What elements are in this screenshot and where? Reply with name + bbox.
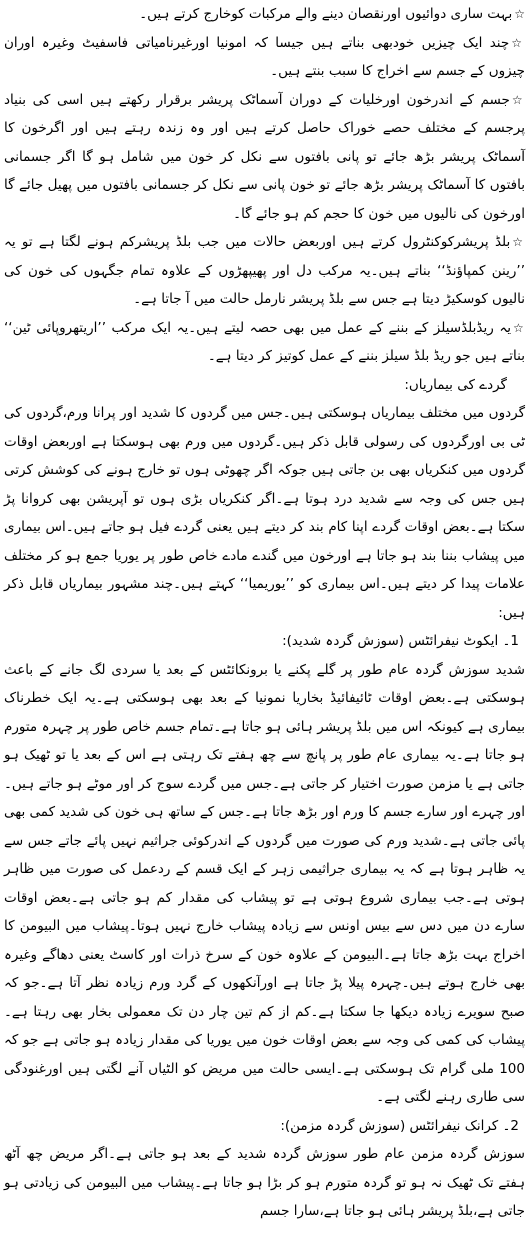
star-icon: ☆ — [511, 92, 525, 107]
subsection-1-body: شدید سوزش گردہ عام طور پر گلے پکنے یا برونکائٹس کے بعد یا سردی لگ جانے کے باعث ہوسکتی ہے۔بعض اوقات ٹائیفائیڈ بخاریا نمونیا کے بعد بھی ہوسکتی ہے۔یہ ایک خطرناک بیماری ہے کیونکہ اس میں بلڈ پریشر ہائی ہو جاتا ہے۔تمام جسم خاص طور پر چہرہ متورم ہو جاتا ہے۔یہ بیماری عام طور پر پانچ سے چھ ہفتے تک رہتی ہے اس کے بعد یا تو ٹھیک ہو جاتی ہے یا مزمن صورت اختیار کر جاتی ہے۔جس میں گردے سوج کر اور موٹے ہو جاتے ہیں۔اور چہرے اور سارے جسم کا ورم اور بڑھ جاتا ہے۔جس کے ساتھ ہی خون کی شدید کمی بھی پائی جاتی ہے۔شدید ورم کی صورت میں گردوں کے اندرکوئی جراثیم نہیں پائے جاتے جس سے یہ ظاہر ہوتا ہے کہ یہ بیماری جراثیمی زہر کے ایک قسم کے ردعمل کی صورت میں ظاہر ہوتی ہے۔جب بیماری شروع ہوتی ہے تو پیشاب کی مقدار کم ہو جاتی ہے۔بعض اوقات سارے دن میں دس سے بیس اونس سے زیادہ پیشاب خارج نہیں ہوتا۔پیشاب میں البیومن کا اخراج بہت بڑھ جاتا ہے۔البیومن کے علاوہ خون کے سرخ ذرات اور کاسٹ یعنی دھاگے وغیرہ بھی خارج ہوتے ہیں۔چہرہ پیلا پڑ جاتا ہے اورآنکھوں کے گرد ورم زیادہ نظر آتا ہے۔جو کہ صبح سویرے زیادہ دیکھا جا سکتا ہے۔کم از کم تین چار دن تک معمولی بخار بھی رہتا ہے۔پیشاب کی کمی کی وجہ سے بعض اوقات خون میں یوریا کی مقدار زیادہ ہو جاتی ہے جو کہ 100 ملی گرام تک ہوسکتی ہے۔ایسی حالت میں مریض کو الٹیاں آنے لگتی ہیں اورغنودگی سی طاری رہنے لگتی ہے۔ — [4, 661, 525, 1105]
star-icon: ☆ — [512, 320, 525, 335]
star-paragraph-5 — [4, 314, 525, 371]
intro-paragraph: گردوں میں مختلف بیماریاں ہوسکتی ہیں۔جس میں گردوں کا شدید اور پرانا ورم،گردوں کی ٹی بی اورگردوں کی رسولی قابل ذکر ہیں۔گردوں میں ورم بھی ہوسکتا ہے اوربعض اوقات گردوں میں کنکریاں بھی بن جاتی ہیں جوکہ اگر چھوٹی ہوں تو خارج ہونے کی کوشش کرتی ہیں جس کی وجہ سے شدید درد ہوتا ہے۔اگر کنکریاں بڑی ہوں تو آپریشن بھی کروانا پڑ سکتا ہے۔بعض اوقات گردے اپنا کام بند کر دیتے ہیں یعنی گردے فیل ہو جاتے ہیں۔اس بیماری میں پیشاب بننا بند ہو جاتا ہے اورخون میں گندے مادے خاص طور پر یوریا جمع ہو کر مختلف علامات پیدا کر دیتے ہیں۔اس بیماری کو ’’یوریمیا‘‘ کہتے ہیں۔چند مشہور بیماریاں قابل ذکر ہیں: — [4, 405, 525, 621]
star-icon: ☆ — [511, 35, 525, 50]
subsection-1-title: 1۔ ایکوٹ نیفرائٹس (سوزش گردہ شدید): — [282, 633, 519, 649]
star-paragraph-4 — [4, 228, 525, 314]
paragraph-text: بہت ساری دوائیوں اورنقصان دینے والے مرکبات کوخارج کرتے ہیں۔ — [139, 6, 513, 22]
star-paragraph-3 — [4, 86, 525, 229]
paragraph-text: بلڈ پریشرکوکنٹرول کرتے ہیں اوربعض حالات میں جب بلڈ پریشرکم ہونے لگتا ہے تو یہ ’’رینن کمپاؤنڈ‘‘ بناتے ہیں۔یہ مرکب دل اور پھیپھڑوں کے علاوہ تمام جگہوں کی خون کی نالیوں کوسکیڑ دیتا ہے جس سے بلڈ پریشر نارمل حالت میں آ جاتا ہے۔ — [4, 234, 525, 307]
star-icon: ☆ — [514, 7, 525, 21]
section-heading: گردے کی بیماریاں: — [404, 376, 507, 393]
star-paragraph-1 — [4, 0, 525, 29]
paragraph-text: یہ ریڈبلڈسیلز کے بننے کے عمل میں بھی حصہ لیتے ہیں۔یہ ایک مرکب ’’اریتھروپائی ٹین‘‘ بناتے ہیں جو ریڈ بلڈ سیلز بننے کے عمل کوتیز کر دیتا ہے۔ — [4, 319, 525, 364]
subsection-2-title: 2۔ کرانک نیفرائٹس (سوزش گردہ مزمن): — [280, 1117, 519, 1134]
paragraph-text: چند ایک چیزیں خودبھی بناتے ہیں جیسا کہ امونیا اورغیرنامیاتی فاسفیٹ وغیرہ اوران چیزوں کے جسم سے اخراج کا سبب بنتے ہیں۔ — [4, 34, 525, 79]
star-icon: ☆ — [512, 235, 525, 249]
paragraph-text: جسم کے اندرخون اورخلیات کے دوران آسماٹک پریشر برقرار رکھتے ہیں اسی کی بنیاد پرجسم کے مختلف حصے خوراک حاصل کرتے ہیں اور وہ زندہ رہتے ہیں اور اگرخون کا آسماٹک پریشر بڑھ جائے تو پانی بافتوں سے نکل کر خون میں شامل ہو گا اگر جسمانی بافتوں کا آسماٹک پریشر بڑھ جائے تو خون پانی سے نکل کر جسمانی بافتوں میں پھیل جائے گا اورخون کی نالیوں میں خون کا حجم کم ہو جائے گا۔ — [4, 91, 525, 222]
subsection-2-body: سوزش گردہ مزمن عام طور سوزش گردہ شدید کے بعد ہو جاتی ہے۔اگر مریض چھ آٹھ ہفتے تک ٹھیک نہ ہو تو گردہ متورم ہو کر بڑا ہو جاتا ہے۔پیشاب میں البیومن کی زیادتی ہو جاتی ہے،بلڈ پریشر ہائی ہو جاتا ہے،سارا جسم — [4, 1146, 525, 1219]
star-paragraph-2 — [4, 29, 525, 86]
